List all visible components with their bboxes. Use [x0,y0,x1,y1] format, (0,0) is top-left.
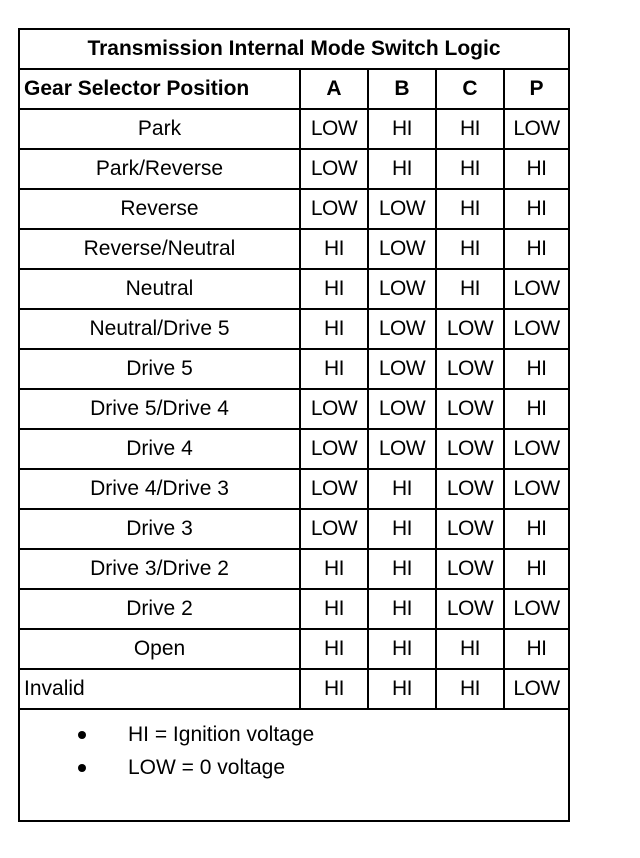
mode-switch-table [20,30,568,710]
gear-position-cell: Reverse [20,189,300,229]
switch-c-value: HI [436,149,504,189]
gear-position-cell: Park [20,109,300,149]
gear-position-cell: Drive 3 [20,509,300,549]
switch-p-value: HI [504,509,568,549]
gear-position-cell: Drive 4/Drive 3 [20,469,300,509]
switch-a-value: HI [300,669,368,709]
switch-p-value: HI [504,549,568,589]
mode-switch-logic-frame [18,28,570,822]
gear-position-cell: Neutral/Drive 5 [20,309,300,349]
switch-b-value: LOW [368,309,436,349]
switch-p-value: LOW [504,109,568,149]
switch-b-value: LOW [368,389,436,429]
header-p: P [504,69,568,109]
switch-b-value: LOW [368,429,436,469]
switch-b-value: HI [368,469,436,509]
switch-p-value: LOW [504,309,568,349]
switch-b-value: HI [368,509,436,549]
switch-b-value: HI [368,149,436,189]
switch-a-value: LOW [300,469,368,509]
switch-b-value: LOW [368,269,436,309]
switch-a-value: HI [300,629,368,669]
switch-a-value: LOW [300,189,368,229]
switch-p-value: HI [504,629,568,669]
switch-b-value: HI [368,669,436,709]
gear-position-cell: Drive 2 [20,589,300,629]
switch-p-value: LOW [504,469,568,509]
gear-position-cell: Open [20,629,300,669]
switch-a-value: LOW [300,389,368,429]
switch-c-value: LOW [436,589,504,629]
note-low-text: LOW = 0 voltage [128,755,285,779]
switch-b-value: LOW [368,349,436,389]
switch-b-value: LOW [368,189,436,229]
switch-a-value: LOW [300,429,368,469]
switch-c-value: LOW [436,429,504,469]
switch-p-value: HI [504,149,568,189]
switch-c-value: LOW [436,469,504,509]
switch-p-value: LOW [504,669,568,709]
switch-p-value: HI [504,189,568,229]
note-hi [20,718,568,751]
switch-a-value: LOW [300,509,368,549]
table-row [20,429,568,469]
bullet-icon [78,731,86,739]
switch-a-value: LOW [300,109,368,149]
switch-c-value: LOW [436,549,504,589]
switch-c-value: HI [436,269,504,309]
bullet-icon [78,764,86,772]
header-b: B [368,69,436,109]
table-title: Transmission Internal Mode Switch Logic [20,30,568,69]
note-low [20,751,568,784]
switch-p-value: LOW [504,429,568,469]
switch-p-value: HI [504,229,568,269]
switch-a-value: HI [300,549,368,589]
switch-a-value: HI [300,589,368,629]
table-row [20,109,568,149]
header-row [20,69,568,109]
gear-position-cell: Drive 5/Drive 4 [20,389,300,429]
switch-c-value: LOW [436,509,504,549]
gear-position-cell: Reverse/Neutral [20,229,300,269]
switch-c-value: HI [436,109,504,149]
gear-position-cell: Drive 5 [20,349,300,389]
gear-position-cell: Drive 4 [20,429,300,469]
header-a: A [300,69,368,109]
table-row [20,149,568,189]
switch-p-value: LOW [504,269,568,309]
switch-a-value: HI [300,269,368,309]
switch-c-value: HI [436,229,504,269]
header-c: C [436,69,504,109]
switch-a-value: HI [300,349,368,389]
switch-c-value: HI [436,669,504,709]
switch-p-value: HI [504,389,568,429]
table-row [20,549,568,589]
switch-b-value: HI [368,549,436,589]
switch-b-value: HI [368,589,436,629]
gear-position-cell: Park/Reverse [20,149,300,189]
table-row [20,349,568,389]
table-row [20,309,568,349]
switch-a-value: HI [300,309,368,349]
switch-p-value: HI [504,349,568,389]
switch-b-value: LOW [368,229,436,269]
switch-b-value: HI [368,629,436,669]
header-gear-selector-position: Gear Selector Position [20,69,300,109]
table-row [20,469,568,509]
table-row [20,669,568,709]
table-row [20,229,568,269]
switch-b-value: HI [368,109,436,149]
gear-position-cell: Invalid [20,669,300,709]
switch-a-value: LOW [300,149,368,189]
table-row [20,589,568,629]
note-hi-text: HI = Ignition voltage [128,722,315,746]
switch-c-value: HI [436,189,504,229]
table-row [20,269,568,309]
switch-c-value: LOW [436,349,504,389]
switch-a-value: HI [300,229,368,269]
switch-c-value: HI [436,629,504,669]
table-row [20,189,568,229]
switch-p-value: LOW [504,589,568,629]
switch-c-value: LOW [436,309,504,349]
table-row [20,509,568,549]
switch-c-value: LOW [436,389,504,429]
gear-position-cell: Neutral [20,269,300,309]
table-row [20,389,568,429]
legend-notes [20,708,568,784]
gear-position-cell: Drive 3/Drive 2 [20,549,300,589]
table-row [20,629,568,669]
